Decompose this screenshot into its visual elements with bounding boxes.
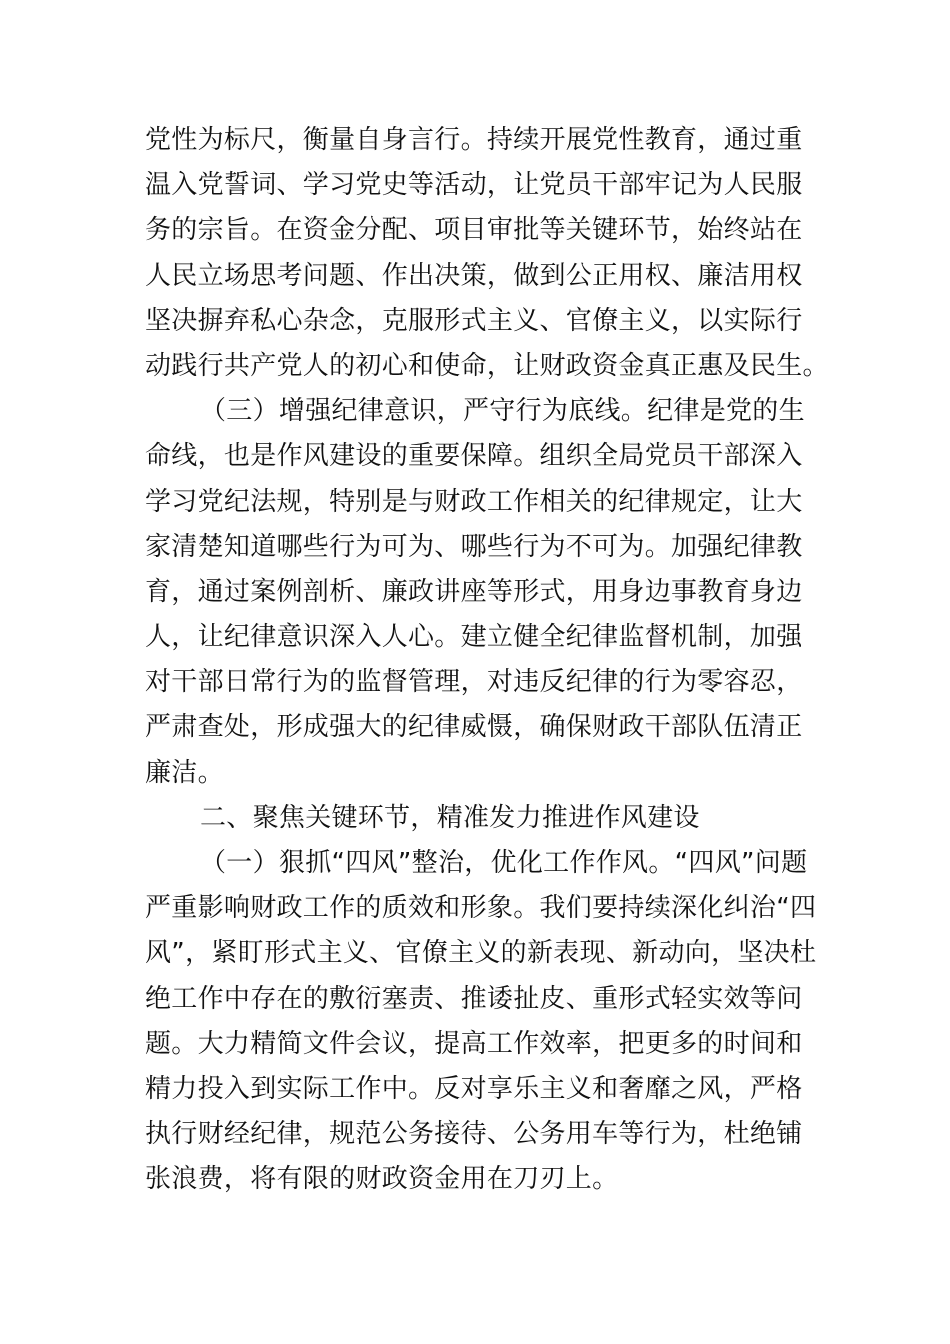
text-line: 人民立场思考问题、作出决策，做到公正用权、廉洁用权 bbox=[145, 260, 803, 291]
text-line: 廉洁。 bbox=[145, 757, 224, 788]
text-line: 温入党誓词、学习党史等活动，让党员干部牢记为人民服 bbox=[145, 170, 803, 201]
text-line: 严重影响财政工作的质效和形象。我们要持续深化纠治“四 bbox=[145, 893, 817, 924]
text-line: 题。大力精简文件会议，提高工作效率，把更多的时间和 bbox=[145, 1028, 803, 1059]
chapter-heading: 二、聚焦关键环节，精准发力推进作风建设 bbox=[200, 802, 700, 833]
text-line: 风”，紧盯形式主义、官僚主义的新表现、新动向，坚决杜 bbox=[145, 938, 817, 969]
text-line: 人，让纪律意识深入人心。建立健全纪律监督机制，加强 bbox=[145, 622, 803, 653]
text-line: 严肃查处，形成强大的纪律威慑，确保财政干部队伍清正 bbox=[145, 712, 803, 743]
text-line: 对干部日常行为的监督管理，对违反纪律的行为零容忍， bbox=[145, 667, 803, 698]
text-line: 学习党纪法规，特别是与财政工作相关的纪律规定，让大 bbox=[145, 486, 803, 517]
text-line: 动践行共产党人的初心和使命，让财政资金真正惠及民生。 bbox=[145, 350, 829, 381]
text-line: 务的宗旨。在资金分配、项目审批等关键环节，始终站在 bbox=[145, 215, 803, 246]
text-line: 育，通过案例剖析、廉政讲座等形式，用身边事教育身边 bbox=[145, 576, 803, 607]
section-heading-line: （一）狠抓“四风”整治，优化工作作风。“四风”问题 bbox=[200, 848, 808, 878]
text-line: 坚决摒弃私心杂念，克服形式主义、官僚主义，以实际行 bbox=[145, 305, 803, 336]
text-line: 命线，也是作风建设的重要保障。组织全局党员干部深入 bbox=[145, 441, 803, 472]
section-heading-line: （三）增强纪律意识，严守行为底线。纪律是党的生 bbox=[200, 396, 805, 427]
document-body bbox=[145, 118, 829, 1203]
text-line: 绝工作中存在的敷衍塞责、推诿扯皮、重形式轻实效等问 bbox=[145, 983, 803, 1014]
text-line: 张浪费，将有限的财政资金用在刀刃上。 bbox=[145, 1164, 619, 1195]
text-line: 党性为标尺，衡量自身言行。持续开展党性教育，通过重 bbox=[145, 125, 803, 155]
text-line: 家清楚知道哪些行为可为、哪些行为不可为。加强纪律教 bbox=[145, 531, 803, 562]
text-line: 执行财经纪律，规范公务接待、公务用车等行为，杜绝铺 bbox=[145, 1119, 803, 1150]
text-line: 精力投入到实际工作中。反对享乐主义和奢靡之风，严格 bbox=[145, 1073, 803, 1104]
